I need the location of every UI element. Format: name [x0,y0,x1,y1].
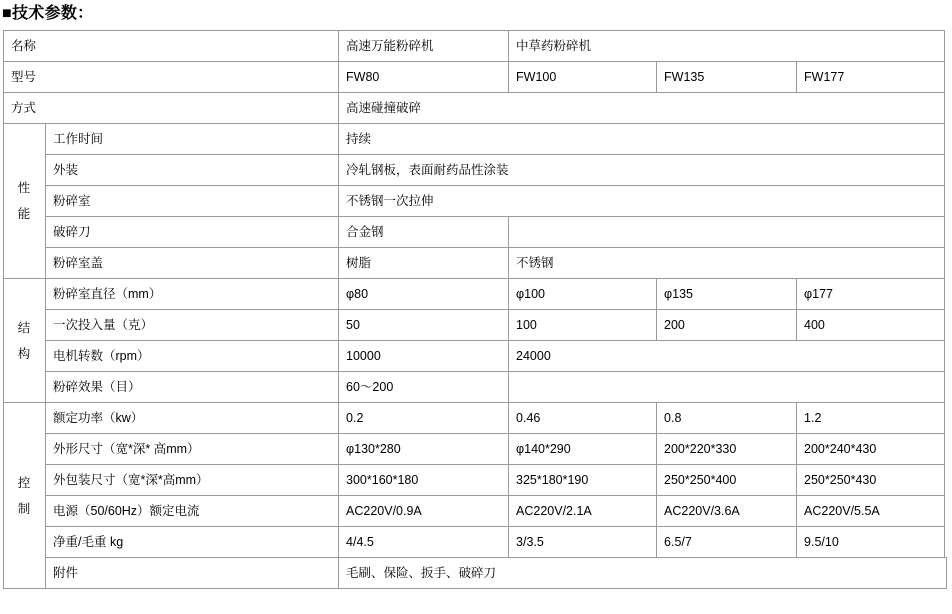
table-cell: 树脂 [339,248,509,279]
table-row [4,62,947,93]
row-label: 破碎刀 [46,217,339,248]
table-cell: 4/4.5 [339,527,509,558]
table-cell: 0.2 [339,403,509,434]
table-row [4,93,947,124]
table-cell: φ135 [657,279,797,310]
row-label: 粉碎室盖 [46,248,339,279]
row-label: 粉碎室 [46,186,339,217]
table-row [4,403,947,434]
table-cell: 3/3.5 [509,527,657,558]
table-cell: FW100 [509,62,657,93]
table-cell: 中草药粉碎机 [509,31,945,62]
row-label: 粉碎室直径（mm） [46,279,339,310]
table-row [4,124,947,155]
table-cell: FW135 [657,62,797,93]
row-label: 净重/毛重 kg [46,527,339,558]
table-cell: 冷轧钢板，表面耐药品性涂装 [339,155,945,186]
table-cell: 9.5/10 [797,527,945,558]
table-cell [509,372,945,403]
row-label: 粉碎效果（目） [46,372,339,403]
table-cell: 不锈钢 [509,248,945,279]
table-cell: 不锈钢一次拉伸 [339,186,945,217]
table-cell: 0.8 [657,403,797,434]
table-row [4,496,947,527]
table-cell [509,217,945,248]
table-cell: 300*160*180 [339,465,509,496]
page-title: ■技术参数： [2,5,94,22]
table-cell: 325*180*190 [509,465,657,496]
table-cell: 400 [797,310,945,341]
table-cell: AC220V/0.9A [339,496,509,527]
table-cell: 10000 [339,341,509,372]
row-label: 一次投入量（克） [46,310,339,341]
table-row [4,527,947,558]
table-cell: 高速碰撞破碎 [339,93,945,124]
table-cell: AC220V/3.6A [657,496,797,527]
row-label: 外形尺寸（宽*深* 高mm） [46,434,339,465]
table-cell: 250*250*430 [797,465,945,496]
row-label: 附件 [46,558,339,589]
table-cell: φ130*280 [339,434,509,465]
group-label: 性 能 [4,124,46,279]
row-label: 外装 [46,155,339,186]
table-cell: FW177 [797,62,945,93]
table-row [4,434,947,465]
table-body [4,31,947,589]
table-row [4,217,947,248]
table-cell: AC220V/2.1A [509,496,657,527]
row-label: 外包装尺寸（宽*深*高mm） [46,465,339,496]
table-cell: 1.2 [797,403,945,434]
table-row [4,186,947,217]
table-cell: φ100 [509,279,657,310]
table-cell: 合金钢 [339,217,509,248]
table-cell: 6.5/7 [657,527,797,558]
table-cell: 毛刷、保险、扳手、破碎刀 [339,558,947,589]
table-cell: 200*220*330 [657,434,797,465]
table-cell: 200 [657,310,797,341]
group-label: 结 构 [4,279,46,403]
technical-parameters-table [3,30,947,589]
table-row [4,155,947,186]
table-cell: 0.46 [509,403,657,434]
table-cell: φ177 [797,279,945,310]
table-row [4,372,947,403]
table-row [4,558,947,589]
table-cell: AC220V/5.5A [797,496,945,527]
row-label: 电机转数（rpm） [46,341,339,372]
row-label: 电源（50/60Hz）额定电流 [46,496,339,527]
table-cell: 50 [339,310,509,341]
table-cell: 高速万能粉碎机 [339,31,509,62]
table-cell: 100 [509,310,657,341]
row-label: 型号 [4,62,339,93]
table-cell: 60～200 [339,372,509,403]
table-cell: 持续 [339,124,945,155]
table-row [4,465,947,496]
row-label: 工作时间 [46,124,339,155]
table-cell: FW80 [339,62,509,93]
table-row [4,341,947,372]
table-cell: φ140*290 [509,434,657,465]
row-label: 额定功率（kw） [46,403,339,434]
row-label: 名称 [4,31,339,62]
table-row [4,31,947,62]
table-row [4,310,947,341]
table-cell: φ80 [339,279,509,310]
table-cell: 24000 [509,341,945,372]
table-cell: 200*240*430 [797,434,945,465]
table-row [4,279,947,310]
row-label: 方式 [4,93,339,124]
table-row [4,248,947,279]
table-cell: 250*250*400 [657,465,797,496]
group-label: 控 制 [4,403,46,589]
